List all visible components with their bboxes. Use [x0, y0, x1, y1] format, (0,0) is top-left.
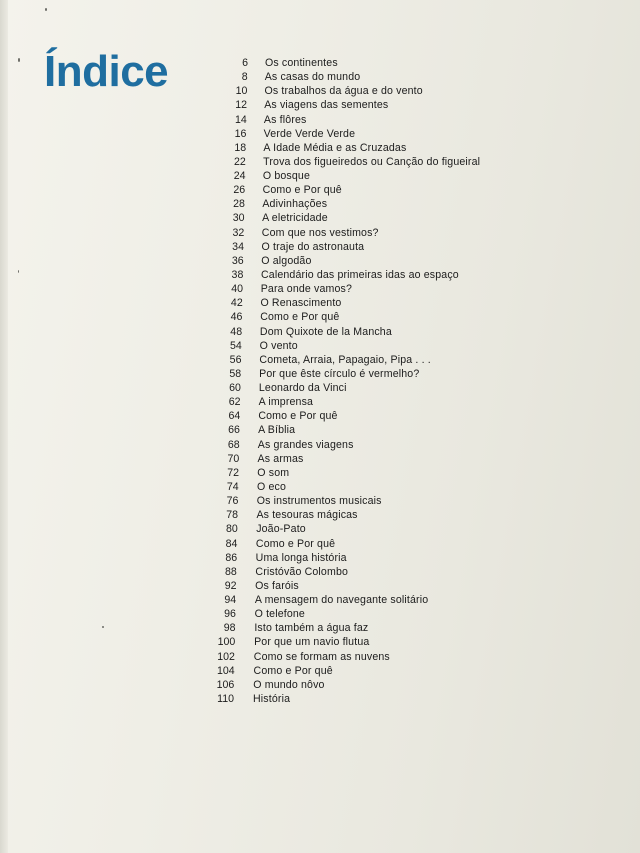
- toc-page-number: 70: [227, 452, 240, 465]
- toc-page-number: 60: [229, 382, 241, 395]
- toc-entry: [0, 565, 640, 579]
- toc-entry-title: Isto também a água faz: [254, 622, 369, 635]
- toc-entry-title: Como se formam as nuvens: [253, 650, 390, 663]
- toc-entry: [0, 141, 640, 155]
- toc-entry-title: Para onde vamos?: [260, 283, 353, 296]
- toc-entry-title: A Bíblia: [258, 424, 296, 437]
- toc-entry: [0, 339, 640, 353]
- toc-entry-title: João-Pato: [256, 523, 306, 536]
- toc-page-number: 12: [235, 99, 248, 112]
- toc-page-number: 76: [226, 495, 239, 508]
- toc-page-number: 36: [231, 254, 244, 267]
- toc-entry: [0, 635, 640, 649]
- toc-entry-title: Com que nos vestimos?: [261, 226, 379, 239]
- toc-page-number: 88: [225, 565, 237, 578]
- toc-page-number: 74: [226, 481, 239, 493]
- toc-entry: [0, 113, 640, 127]
- toc-page-number: 6: [242, 57, 248, 69]
- toc-page-number: 38: [231, 269, 244, 281]
- toc-entry-title: Como e Por quê: [253, 664, 333, 677]
- toc-entry-title: Cristóvão Colombo: [255, 565, 349, 578]
- toc-entry: [0, 98, 640, 112]
- toc-page-number: 110: [217, 693, 234, 705]
- toc-page-number: 24: [233, 170, 246, 183]
- toc-entry: [0, 395, 640, 409]
- toc-entry: [0, 664, 640, 678]
- page-title: Índice: [44, 47, 169, 96]
- toc-entry: [0, 127, 640, 141]
- toc-page-number: 28: [233, 198, 245, 211]
- toc-entry-title: Como e Por quê: [255, 537, 336, 550]
- toc-page-number: 58: [229, 367, 242, 380]
- toc-page-number: 40: [231, 283, 244, 296]
- toc-entry: [0, 197, 640, 211]
- toc-page-number: 72: [227, 466, 239, 479]
- paper-speck: [18, 270, 19, 273]
- toc-page-number: 42: [230, 297, 243, 310]
- toc-entry-title: As grandes viagens: [257, 438, 354, 451]
- toc-entry: [0, 650, 640, 664]
- toc-page-number: 86: [225, 551, 238, 564]
- toc-entry-title: As armas: [257, 452, 304, 465]
- toc-entry-title: Dom Quixote de la Mancha: [259, 325, 392, 338]
- toc-entry-title: O eco: [257, 481, 287, 493]
- toc-entry-title: Por que êste círculo é vermelho?: [259, 367, 420, 380]
- toc-entry: [0, 56, 640, 70]
- toc-entry: [0, 423, 640, 437]
- toc-page-number: 32: [232, 226, 245, 239]
- toc-entry: [0, 508, 640, 522]
- toc-entry-title: Trova dos figueiredos ou Canção do figueiral: [263, 155, 481, 168]
- toc-page-number: 14: [234, 113, 247, 126]
- toc-entry: [0, 607, 640, 621]
- toc-page-number: 98: [223, 622, 236, 635]
- toc-entry-title: Leonardo da Vinci: [258, 382, 347, 395]
- toc-entry-title: O telefone: [254, 608, 305, 621]
- toc-page-number: 26: [233, 184, 246, 197]
- toc-page-number: 100: [217, 636, 236, 649]
- toc-entry: [0, 296, 640, 310]
- toc-entry-title: As flôres: [263, 113, 307, 126]
- toc-entry-title: O algodão: [261, 254, 312, 267]
- toc-entry-title: Adivinhações: [262, 198, 328, 211]
- toc-page-number: 46: [230, 311, 243, 324]
- toc-entry: [0, 367, 640, 381]
- toc-entry-title: Os trabalhos da água e do vento: [264, 85, 423, 98]
- toc-entry: [0, 70, 640, 84]
- toc-page-number: 18: [234, 141, 247, 154]
- toc-entry-title: História: [253, 693, 291, 705]
- toc-entry-title: Como e Por quê: [260, 311, 340, 324]
- toc-entry: [0, 268, 640, 282]
- toc-entry-title: Por que um navio flutua: [254, 636, 370, 649]
- toc-page-number: 104: [216, 664, 235, 677]
- toc-entry-title: O vento: [259, 339, 298, 352]
- toc-entry-title: Como e Por quê: [258, 410, 338, 423]
- toc-page-number: 8: [241, 71, 248, 84]
- toc-entry: [0, 169, 640, 183]
- toc-page-number: 22: [234, 155, 246, 168]
- toc-entry-title: O Renascimento: [260, 297, 342, 310]
- toc-entry: [0, 466, 640, 480]
- toc-entry-title: O traje do astronauta: [261, 240, 365, 253]
- toc-entry-title: Uma longa história: [255, 551, 347, 564]
- toc-page-number: 80: [225, 523, 238, 536]
- toc-entry-title: Cometa, Arraia, Papagaio, Pipa . . .: [259, 353, 431, 366]
- toc-page-number: 56: [229, 353, 242, 366]
- toc-entry: [0, 381, 640, 395]
- toc-page-number: 30: [232, 212, 245, 225]
- toc-entry-title: Como e Por quê: [262, 184, 342, 197]
- toc-entry: [0, 211, 640, 225]
- toc-page-number: 62: [228, 396, 241, 409]
- toc-page-number: 92: [224, 579, 237, 592]
- toc-page-number: 66: [228, 424, 240, 437]
- toc-entry: [0, 551, 640, 565]
- toc-page-number: 106: [216, 678, 235, 691]
- toc-entry-title: A Idade Média e as Cruzadas: [263, 141, 407, 154]
- toc-entry-title: O som: [257, 466, 290, 479]
- toc-entry: [0, 183, 640, 197]
- toc-page-number: 68: [227, 438, 240, 451]
- toc-page-number: 16: [234, 127, 247, 140]
- toc-entry-title: Os faróis: [255, 579, 299, 592]
- toc-entry: [0, 494, 640, 508]
- toc-entry: [0, 254, 640, 268]
- toc-entry-title: O bosque: [262, 170, 310, 183]
- toc-entry-title: As casas do mundo: [264, 71, 361, 84]
- toc-entry-title: As viagens das sementes: [264, 99, 389, 112]
- toc-entry: [0, 325, 640, 339]
- toc-entry: [0, 537, 640, 551]
- toc-entry: [0, 692, 640, 706]
- toc-entry-title: As tesouras mágicas: [256, 509, 358, 522]
- toc-entry-title: O mundo nôvo: [253, 678, 325, 691]
- toc-page-number: 64: [228, 410, 241, 423]
- toc-entry: [0, 84, 640, 98]
- toc-entry-title: Calendário das primeiras idas ao espaço: [261, 269, 459, 281]
- toc-entry-title: Os continentes: [265, 57, 338, 69]
- toc-entry: [0, 621, 640, 635]
- toc-entry-title: Os instrumentos musicais: [256, 495, 382, 508]
- toc-entry: [0, 155, 640, 169]
- toc-page-number: 34: [232, 240, 244, 253]
- toc-page-number: 102: [217, 650, 235, 663]
- paper-speck: [102, 626, 104, 628]
- toc-entry: [0, 678, 640, 692]
- toc-entry: [0, 522, 640, 536]
- toc-entry: [0, 452, 640, 466]
- toc-entry: [0, 438, 640, 452]
- toc-entry-title: A imprensa: [258, 396, 314, 409]
- toc-entry: [0, 310, 640, 324]
- toc-entry: [0, 480, 640, 494]
- toc-page-number: 54: [229, 339, 242, 352]
- toc-entry: [0, 353, 640, 367]
- paper-speck: [45, 8, 47, 11]
- toc-page-number: 96: [224, 608, 236, 621]
- toc-page-number: 78: [226, 509, 239, 522]
- toc-entry: [0, 282, 640, 296]
- toc-entry-title: Verde Verde Verde: [263, 127, 356, 140]
- toc-entry-title: A eletricidade: [262, 212, 328, 225]
- toc-entry: [0, 240, 640, 254]
- toc-entry: [0, 593, 640, 607]
- toc-page-number: 84: [225, 537, 238, 550]
- toc-page-number: 10: [235, 85, 248, 98]
- toc-page-number: 48: [230, 325, 243, 338]
- paper-speck: [18, 58, 20, 62]
- toc-entry: [0, 409, 640, 423]
- toc-entry-title: A mensagem do navegante solitário: [254, 594, 429, 607]
- toc-page-number: 94: [224, 594, 237, 607]
- toc-entry: [0, 579, 640, 593]
- toc-entry: [0, 226, 640, 240]
